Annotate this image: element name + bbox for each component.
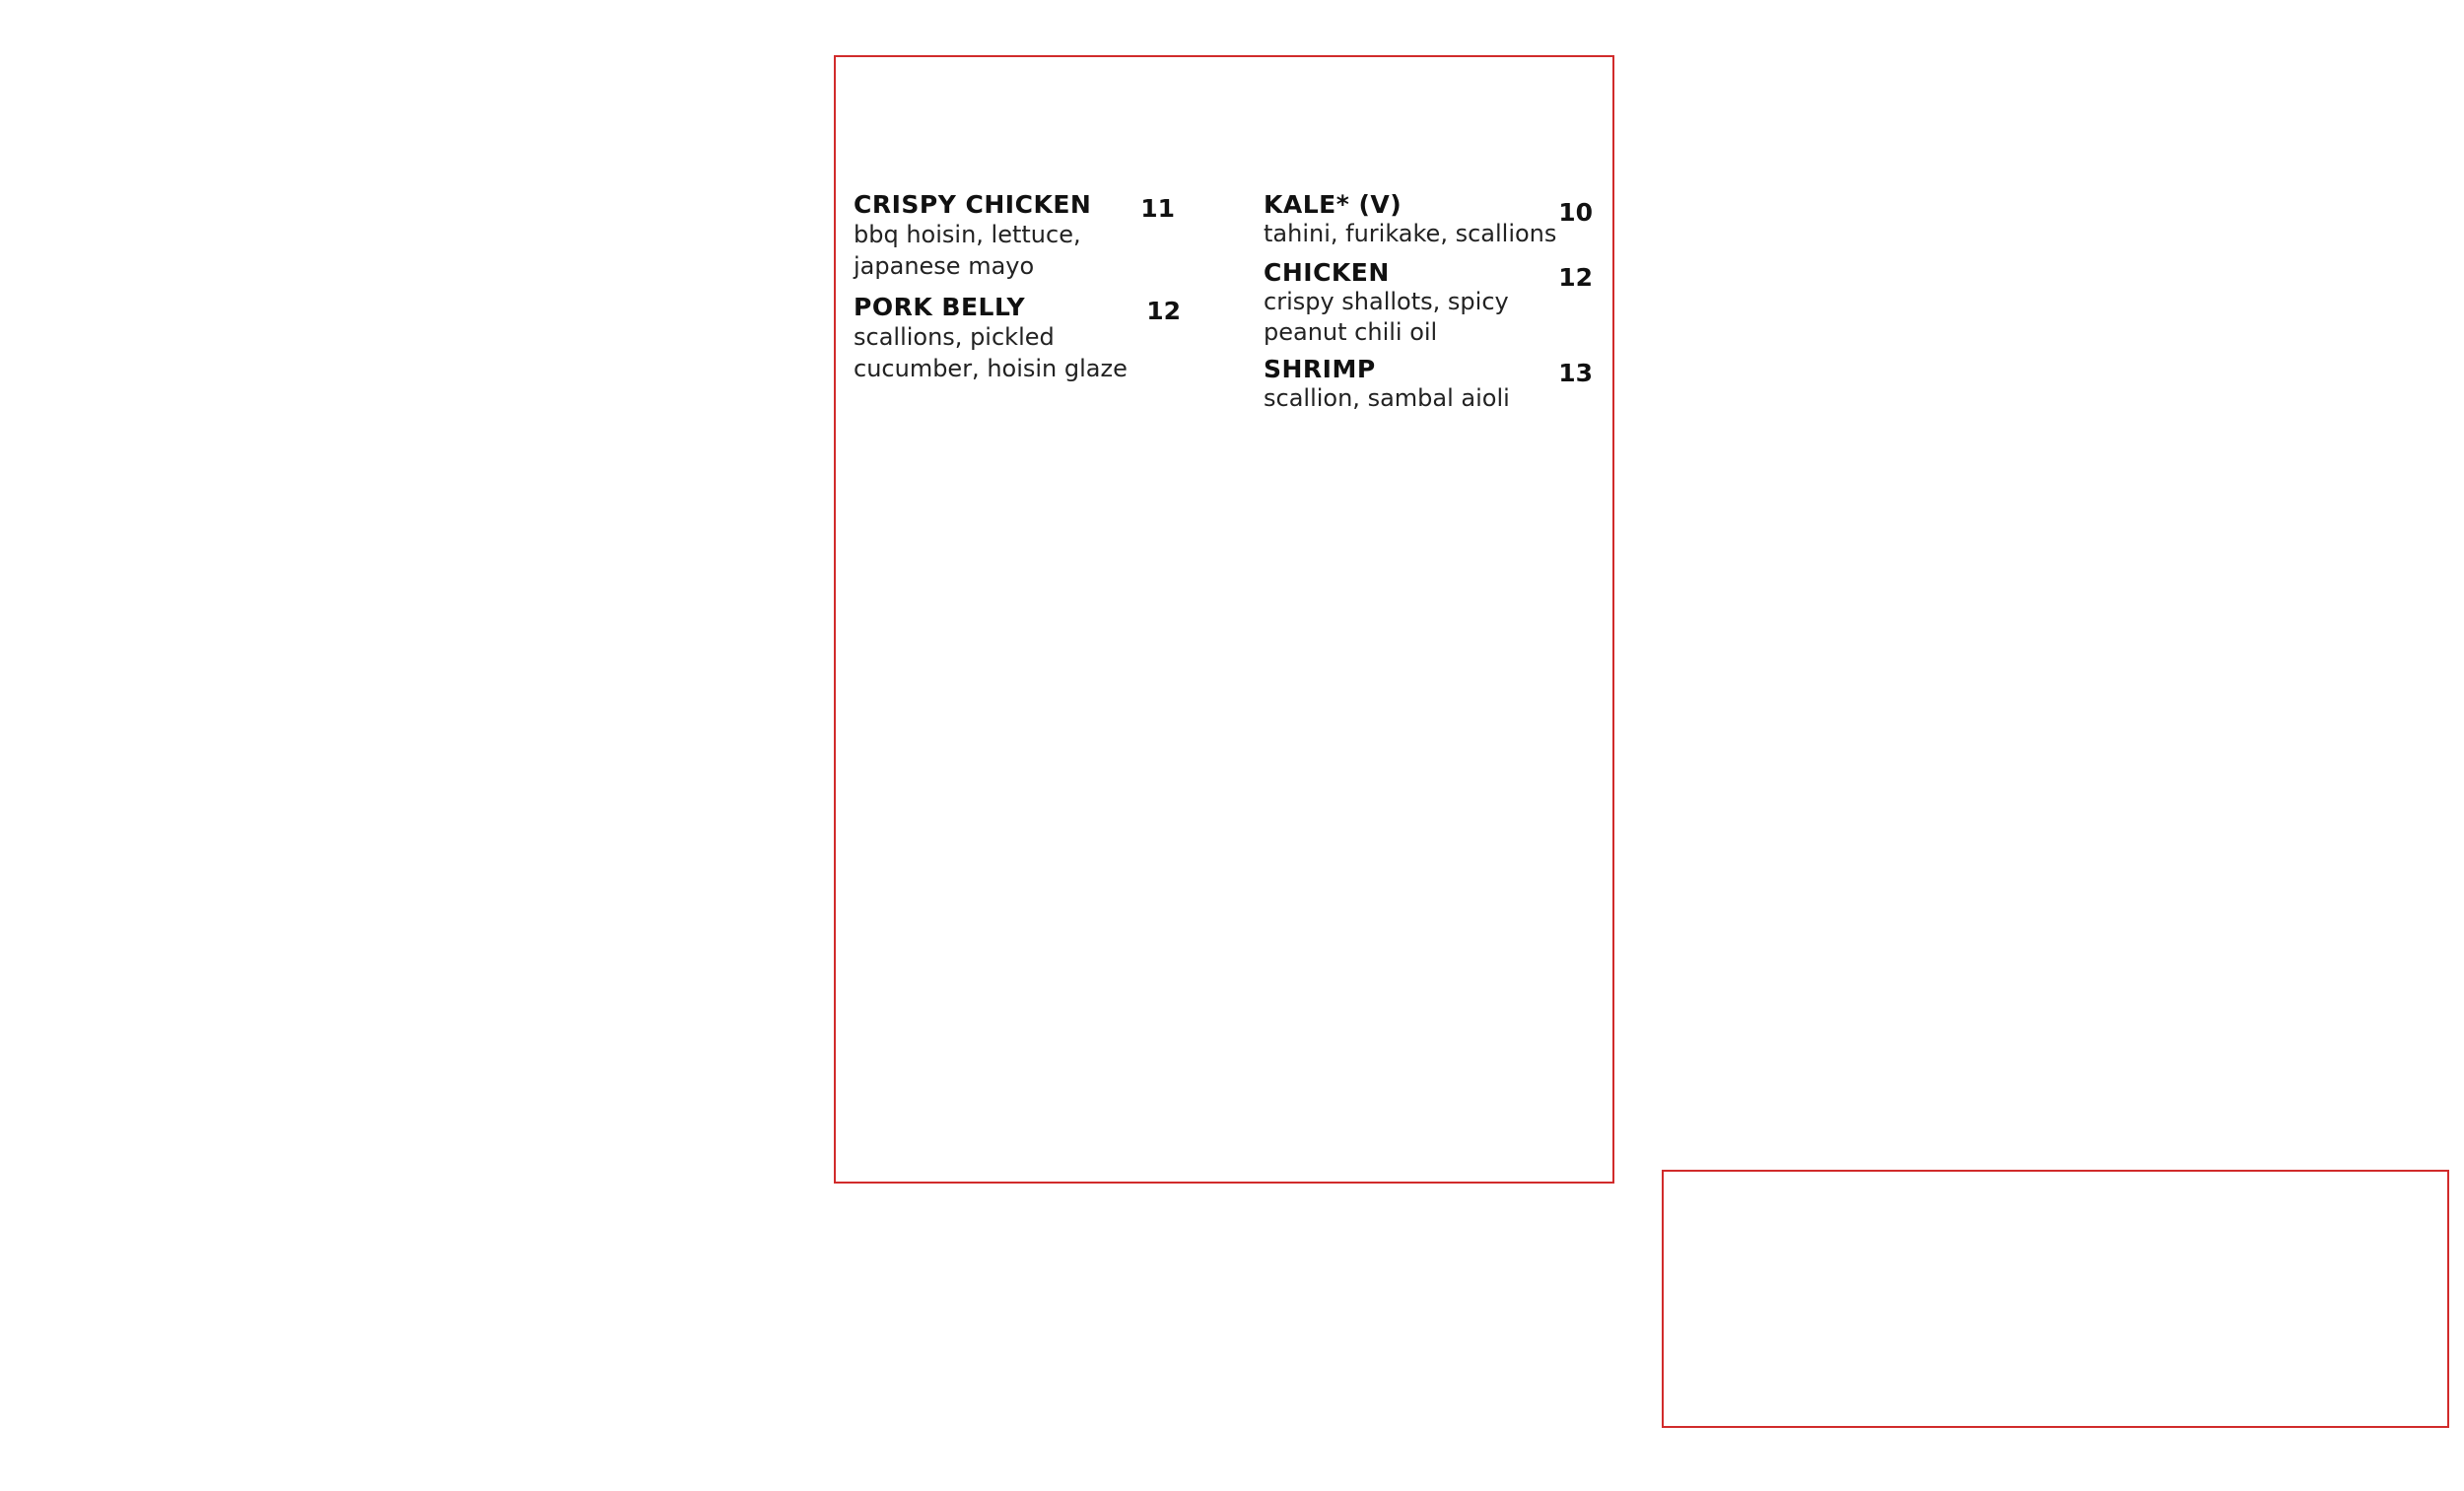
addon-salmon: [640, 733, 663, 761]
menu-item-price: 13: [1558, 359, 1593, 387]
menu-item-name: PORK BELLY: [854, 293, 1026, 321]
menu-item-description: scallion, sambal aioli: [1264, 384, 1510, 412]
menu-item-description: bbq hoisin, lettuce, japanese mayo: [854, 221, 1081, 280]
menu-item-price: 10: [1558, 198, 1593, 227]
menu-item-price: 11: [1140, 194, 1175, 223]
menu-item-price: 12: [1146, 297, 1181, 325]
menu-item-description: scallions, pickled cucumber, hoisin glaze: [854, 323, 1128, 382]
addon-chicken: [418, 727, 442, 755]
logo: [283, 22, 539, 148]
dessert-box: [1662, 1170, 2449, 1428]
menu-item-name: CRISPY CHICKEN: [854, 190, 1092, 219]
menu-item-description: tahini, furikake, scallions: [1264, 220, 1557, 247]
addon-tofu: [418, 767, 442, 794]
menu-item-price: 12: [1558, 263, 1593, 292]
addon-grilled-shrimp: [46, 727, 84, 755]
menu-item-name: CHICKEN: [1264, 258, 1390, 287]
addon-steak: [46, 767, 70, 794]
menu-item-description: crispy shallots, spicy peanut chili oil: [1264, 288, 1509, 346]
menu-item-name: KALE* (V): [1264, 190, 1403, 219]
menu-item-name: SHRIMP: [1264, 355, 1376, 383]
